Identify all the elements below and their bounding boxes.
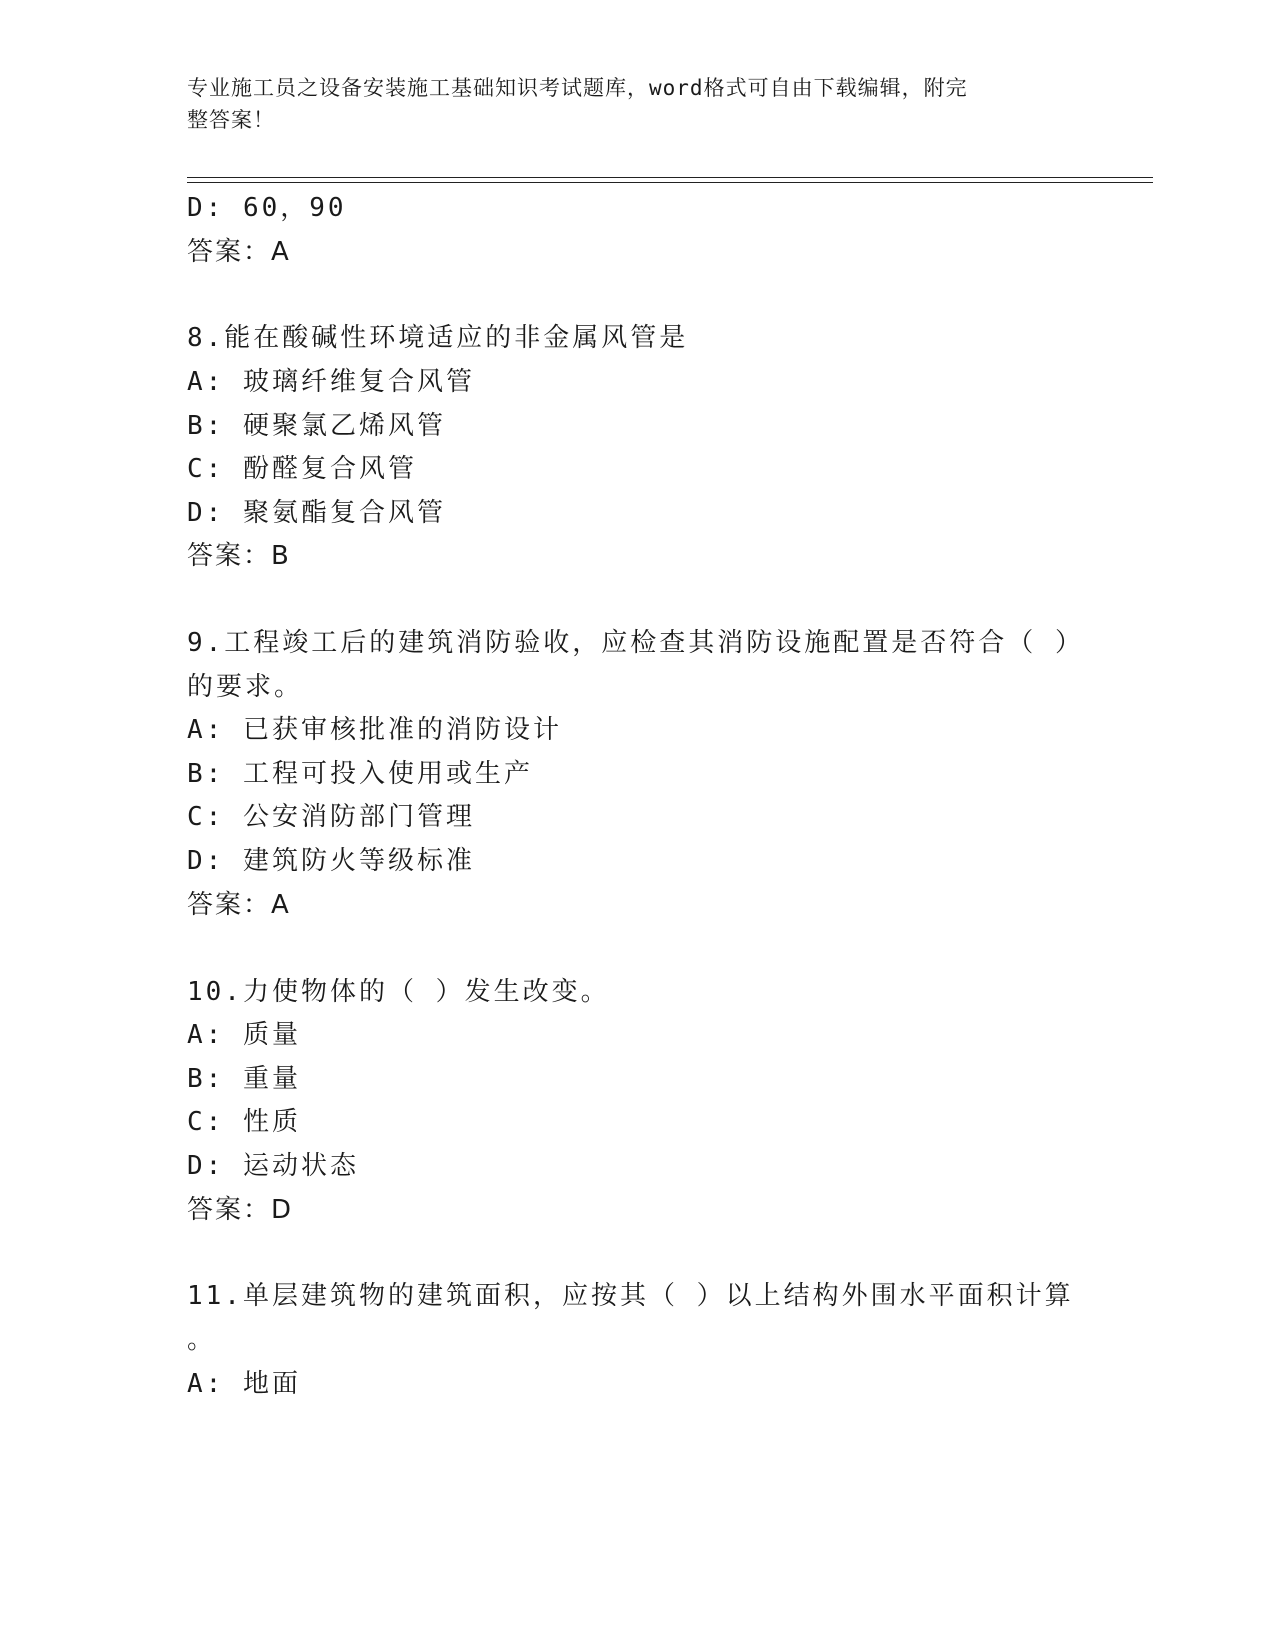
- document-header: [187, 72, 1067, 136]
- q9-question-line-1: 9.工程竣工后的建筑消防验收，应检查其消防设施配置是否符合（ ）: [187, 628, 1084, 658]
- q10-option-c: C: 性质: [187, 1107, 301, 1137]
- q8-answer: 答案：B: [187, 541, 291, 571]
- header-divider-top: [187, 177, 1153, 178]
- q11-question-line-1: 11.单层建筑物的建筑面积，应按其（ ）以上结构外围水平面积计算: [187, 1281, 1074, 1311]
- q9-answer: 答案：A: [187, 890, 291, 920]
- header-line-1: 专业施工员之设备安装施工基础知识考试题库，word格式可自由下载编辑，附完: [187, 76, 968, 100]
- q10-option-a: A: 质量: [187, 1020, 301, 1050]
- q11-option-a: A: 地面: [187, 1369, 301, 1399]
- q9-option-c: C: 公安消防部门管理: [187, 802, 475, 832]
- q10-option-d: D: 运动状态: [187, 1151, 359, 1181]
- q9-option-b: B: 工程可投入使用或生产: [187, 759, 533, 789]
- header-divider-bottom: [187, 182, 1153, 183]
- q11-question-line-2: 。: [187, 1325, 217, 1355]
- header-line-2: 整答案！: [187, 108, 275, 132]
- q10-answer: 答案：D: [187, 1195, 294, 1225]
- q9-option-d: D: 建筑防火等级标准: [187, 846, 475, 876]
- q7-answer: 答案：A: [187, 237, 291, 267]
- q10-question: 10.力使物体的（ ）发生改变。: [187, 977, 610, 1007]
- q8-option-b: B: 硬聚氯乙烯风管: [187, 411, 446, 441]
- q8-option-d: D: 聚氨酯复合风管: [187, 498, 446, 528]
- q9-option-a: A: 已获审核批准的消防设计: [187, 715, 562, 745]
- q7-option-d: D: 60，90: [187, 193, 347, 223]
- q8-option-c: C: 酚醛复合风管: [187, 454, 417, 484]
- q10-option-b: B: 重量: [187, 1064, 301, 1094]
- q8-option-a: A: 玻璃纤维复合风管: [187, 367, 475, 397]
- q8-question: 8.能在酸碱性环境适应的非金属风管是: [187, 323, 689, 353]
- q9-question-line-2: 的要求。: [187, 672, 304, 702]
